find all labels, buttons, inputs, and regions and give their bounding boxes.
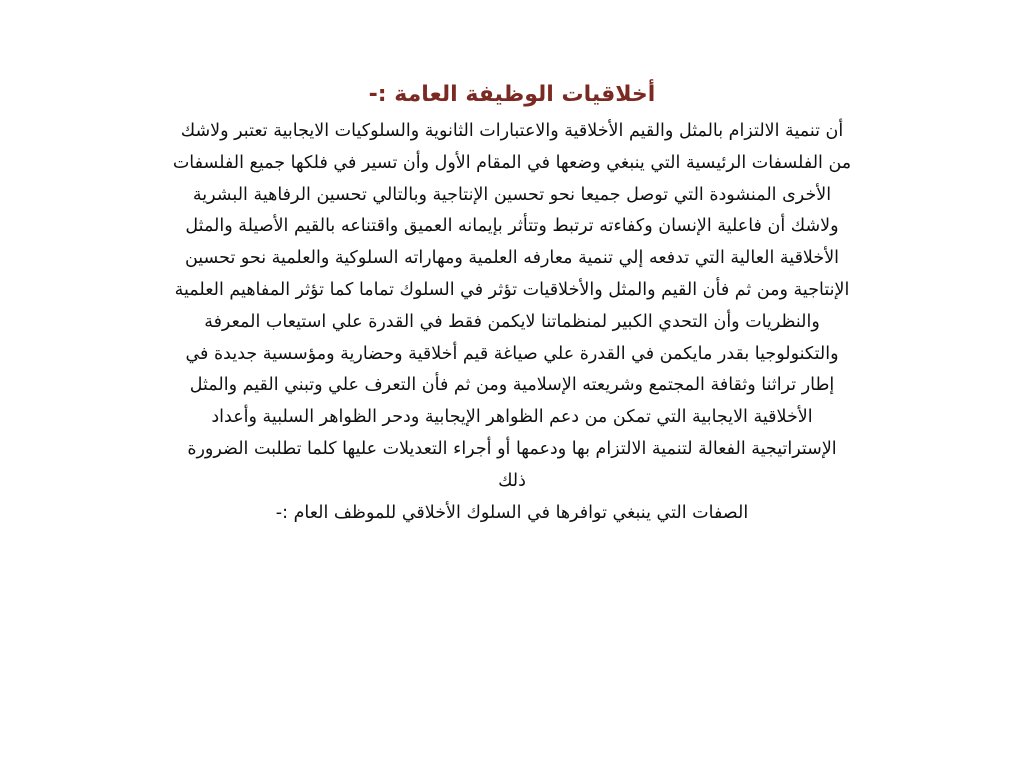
paragraph-line: ولاشك أن فاعلية الإنسان وكفاءته ترتبط وتتأثر بإيمانه العميق واقتناعه بالقيم الأصيلة والمثل [185, 216, 839, 237]
paragraph-line: أن تنمية الالتزام بالمثل والقيم الأخلاقية والاعتبارات الثانوية والسلوكيات الايجابية تعتبر ولاشك [180, 121, 844, 141]
body-paragraph [92, 116, 932, 498]
slide-title: أخلاقيات الوظيفة العامة :- [368, 82, 656, 107]
paragraph-line: الأخلاقية الايجابية التي تمكن من دعم الظواهر الإيجابية ودحر الظواهر السلبية وأعداد [211, 407, 813, 428]
paragraph-line: من الفلسفات الرئيسية التي ينبغي وضعها في المقام الأول وأن تسير في فلكها جميع الفلسفات [172, 152, 852, 173]
subheading: الصفات التي ينبغي توافرها في السلوك الأخلاقي للموظف العام :- [275, 502, 749, 523]
paragraph-line: الأخلاقية العالية التي تدفعه إلي تنمية معارفه العلمية ومهاراته السلوكية والعلمية نحو تحسين [184, 248, 840, 269]
paragraph-line: والتكنولوجيا بقدر مايكمن في القدرة علي صياغة قيم أخلاقية وحضارية ومؤسسية جديدة في [185, 343, 839, 364]
paragraph-line: الإستراتيجية الفعالة لتنمية الالتزام بها ودعمها أو أجراء التعديلات عليها كلما تطلبت الضرورة [187, 438, 837, 459]
paragraph-line: الإنتاجية ومن ثم فأن القيم والمثل والأخلاقيات تؤثر في السلوك تماما كما تؤثر المفاهيم العلمية [174, 279, 850, 300]
slide-content [92, 74, 932, 529]
paragraph-line: إطار تراثنا وثقافة المجتمع وشريعته الإسلامية ومن ثم فأن التعرف علي وتبني القيم والمثل [189, 375, 835, 396]
paragraph-line: ذلك [498, 470, 526, 491]
paragraph-line: الأخرى المنشودة التي توصل جميعا نحو تحسين الإنتاجية وبالتالي تحسين الرفاهية البشرية [192, 184, 832, 205]
paragraph-line: والنظريات وأن التحدي الكبير لمنظماتنا لايكمن فقط في القدرة علي استيعاب المعرفة [204, 311, 820, 332]
